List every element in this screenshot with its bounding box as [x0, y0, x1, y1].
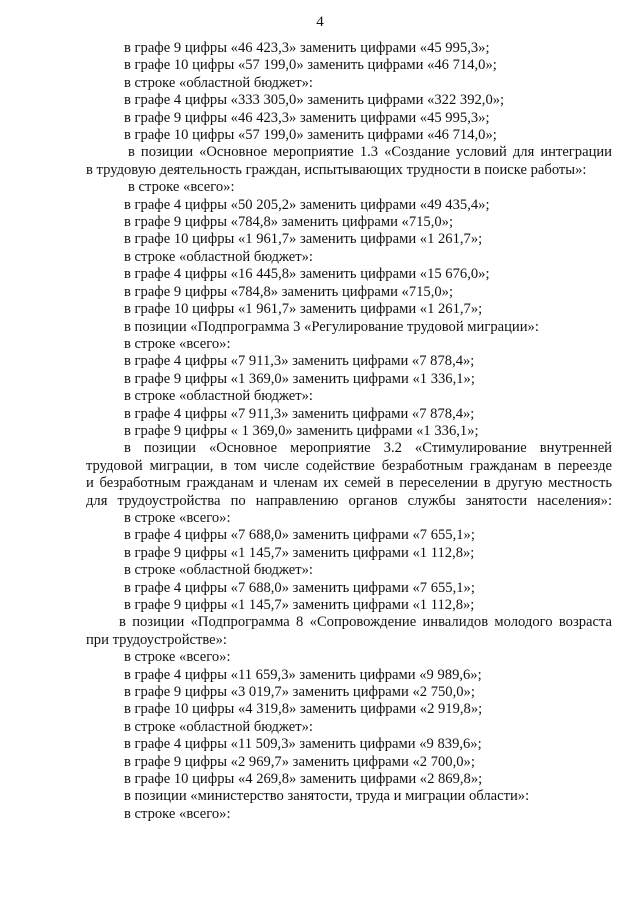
text-line: в графе 9 цифры «2 969,7» заменить цифрами «2 700,0»;	[124, 753, 475, 770]
text-line: в строке «областной бюджет»:	[124, 248, 313, 265]
text-line: в графе 9 цифры « 1 369,0» заменить цифрами «1 336,1»;	[124, 422, 479, 439]
text-line: в графе 9 цифры «3 019,7» заменить цифрами «2 750,0»;	[124, 684, 475, 701]
page-number: 4	[316, 14, 324, 30]
text-line: в графе 4 цифры «333 305,0» заменить цифрами «322 392,0»;	[124, 92, 505, 109]
text-line: в графе 9 цифры «784,8» заменить цифрами «715,0»;	[124, 214, 454, 231]
text-line: в графе 4 цифры «11 659,3» заменить цифрами «9 989,6»;	[124, 666, 482, 683]
text-line: в графе 10 цифры «4 269,8» заменить цифрами «2 869,8»;	[124, 771, 483, 788]
paragraph-first-line: в позиции «Основное мероприятие 1.3 «Создание условий для интеграции	[128, 144, 612, 161]
text-line: и безработным гражданам и членам их семей в переселении в другую местность	[86, 475, 612, 492]
text-line: в графе 10 цифры «57 199,0» заменить цифрами «46 714,0»;	[124, 127, 497, 144]
text-line: в позиции «Подпрограмма 3 «Регулирование трудовой миграции»:	[124, 318, 539, 335]
text-line: в графе 9 цифры «784,8» заменить цифрами «715,0»;	[124, 283, 454, 300]
text-line: в графе 4 цифры «50 205,2» заменить цифрами «49 435,4»;	[124, 196, 490, 213]
text-line: в графе 9 цифры «46 423,3» заменить цифрами «45 995,3»;	[124, 40, 490, 56]
text-line: в графе 4 цифры «16 445,8» заменить цифрами «15 676,0»;	[124, 266, 490, 283]
text-line: в графе 4 цифры «11 509,3» заменить цифрами «9 839,6»;	[124, 736, 482, 753]
text-line: в строке «всего»:	[128, 179, 235, 196]
text-line: в строке «областной бюджет»:	[124, 74, 313, 91]
text-line: в строке «всего»:	[124, 805, 231, 822]
text-line: в графе 4 цифры «7 911,3» заменить цифрами «7 878,4»;	[124, 353, 475, 370]
document-body	[86, 40, 612, 823]
text-line: в трудовую деятельность граждан, испытывающих трудности в поиске работы»:	[86, 161, 587, 178]
paragraph-first-line: в позиции «Подпрограмма 8 «Сопровождение инвалидов молодого возраста	[119, 614, 612, 631]
text-line: в графе 10 цифры «1 961,7» заменить цифрами «1 261,7»;	[124, 301, 483, 318]
text-line: при трудоустройстве»:	[86, 631, 227, 648]
text-line: в графе 9 цифры «1 145,7» заменить цифрами «1 112,8»;	[124, 544, 475, 561]
text-line: для трудоустройства по направлению органов службы занятости населения»:	[86, 492, 612, 509]
paragraph-first-line: в позиции «Основное мероприятие 3.2 «Стимулирование внутренней	[124, 440, 612, 457]
text-line: в графе 9 цифры «46 423,3» заменить цифрами «45 995,3»;	[124, 109, 490, 126]
text-line: в графе 10 цифры «57 199,0» заменить цифрами «46 714,0»;	[124, 57, 497, 74]
text-line: в графе 9 цифры «1 369,0» заменить цифрами «1 336,1»;	[124, 370, 475, 387]
text-line: в позиции «министерство занятости, труда и миграции области»:	[124, 788, 530, 805]
text-line: в строке «всего»:	[124, 335, 231, 352]
text-line: в строке «областной бюджет»:	[124, 562, 313, 579]
text-line: в графе 4 цифры «7 688,0» заменить цифрами «7 655,1»;	[124, 527, 475, 544]
text-line: в строке «всего»:	[124, 649, 231, 666]
text-line: в графе 4 цифры «7 911,3» заменить цифрами «7 878,4»;	[124, 405, 475, 422]
text-line: в графе 10 цифры «1 961,7» заменить цифрами «1 261,7»;	[124, 231, 483, 248]
text-line: в строке «областной бюджет»:	[124, 388, 313, 405]
text-line: в строке «областной бюджет»:	[124, 718, 313, 735]
text-line: в графе 10 цифры «4 319,8» заменить цифрами «2 919,8»;	[124, 701, 483, 718]
text-line: в графе 9 цифры «1 145,7» заменить цифрами «1 112,8»;	[124, 597, 475, 613]
text-line: в строке «всего»:	[124, 509, 231, 526]
text-line: в графе 4 цифры «7 688,0» заменить цифрами «7 655,1»;	[124, 579, 475, 596]
text-line: трудовой миграции, в том числе содействие безработным гражданам в переезде	[86, 457, 612, 474]
